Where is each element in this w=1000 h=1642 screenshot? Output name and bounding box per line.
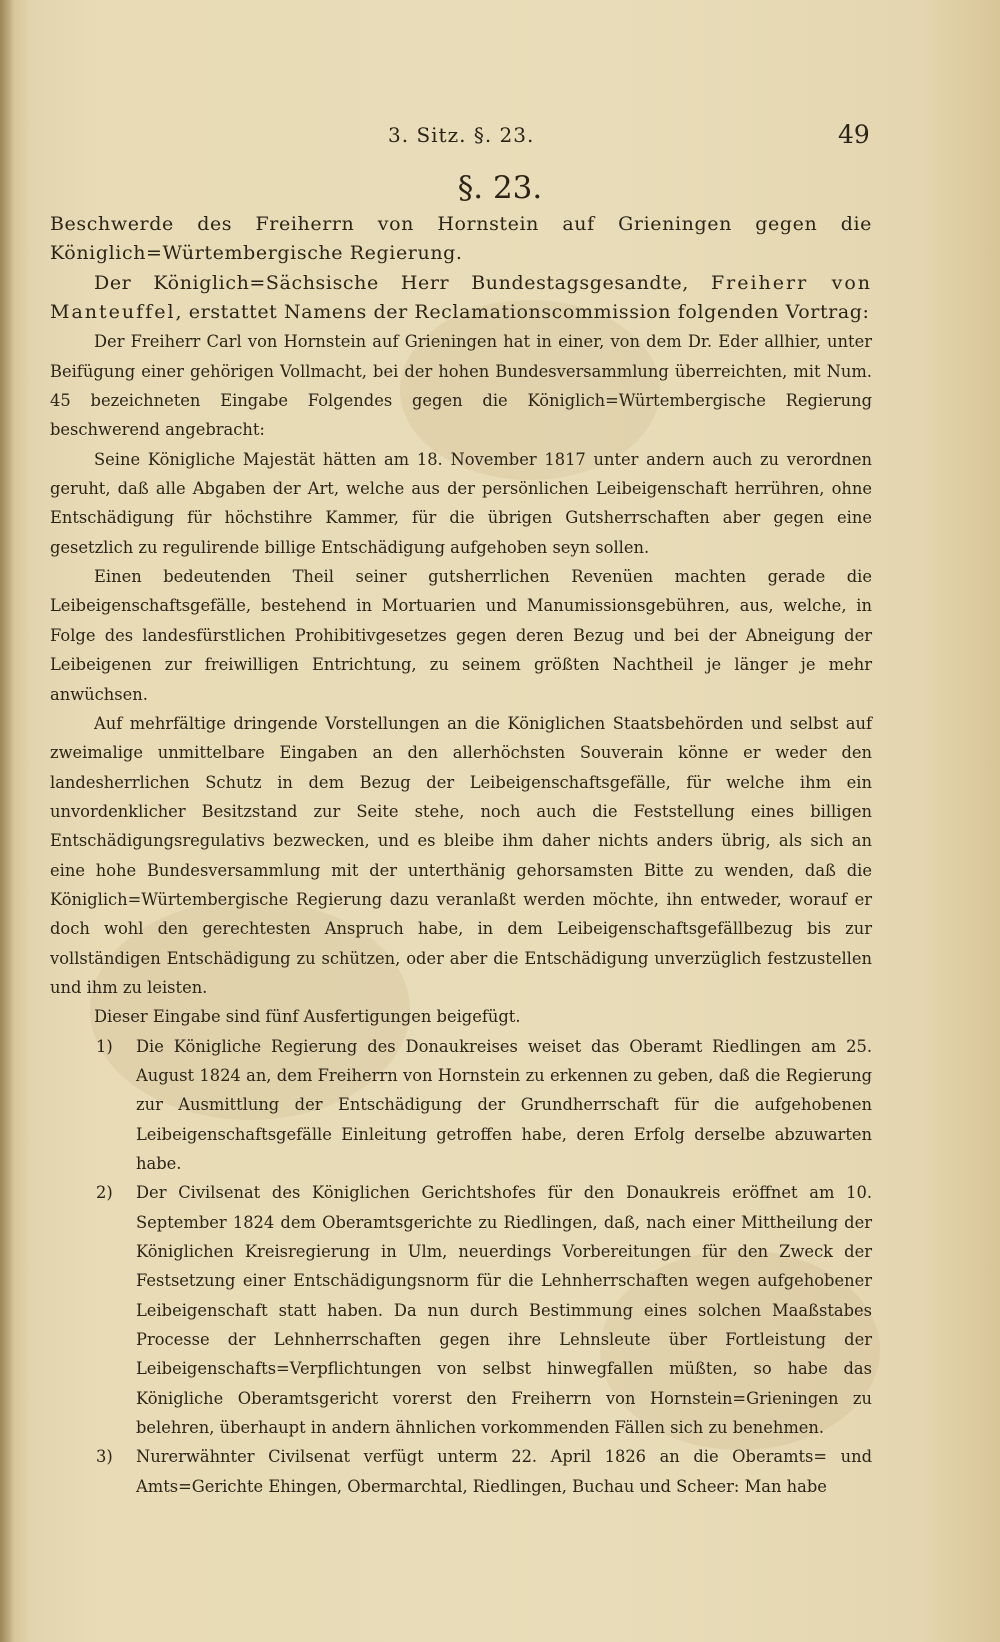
- list-item-number: 1): [96, 1036, 113, 1056]
- list-item: [50, 1032, 872, 1179]
- list-item-number: 3): [96, 1447, 113, 1467]
- paragraph: Dieser Eingabe sind fünf Ausfertigungen beigefügt.: [94, 1007, 521, 1027]
- section-title: §. 23.: [457, 170, 543, 206]
- paragraph: Einen bedeutenden Theil seiner gutsherrlichen Revenüen machten gerade die Leibeigenschaftsgefälle, bestehend in Mortuarien und Manumissionsgebühren, aus, welche, in Folge des landesfürstlichen Prohibitivgesetzes gegen deren Bezug und bei der Abneigung der Leibeigenen zur freiwilligen Entrichtung, zu seinem größten Nachtheil je länger je mehr anwüchsen.: [50, 567, 872, 704]
- section-subtitle: Beschwerde des Freiherrn von Hornstein auf Grieningen gegen die Königlich=Würtembergische Regierung.: [50, 213, 872, 265]
- intro-text-2: , erstattet Namens der Reclamationscommission folgenden Vortrag:: [175, 301, 870, 324]
- list-item: [50, 1178, 872, 1442]
- paragraph: Seine Königliche Majestät hätten am 18. November 1817 unter andern auch zu verordnen geruht, daß alle Abgaben der Art, welche aus der persönlichen Leibeigenschaft herrühren, ohne Entschädigung für höchstihre Kammer, für die übrigen Gutsherrschaften aber gegen eine gesetzlich zu regulirende billige Entschädigung aufgehoben seyn sollen.: [50, 449, 872, 557]
- intro-paragraph: [50, 269, 872, 328]
- intro-text-1: Der Königlich=Sächsische Herr Bundestagsgesandte,: [94, 271, 711, 294]
- enclosure-list: [50, 1032, 872, 1502]
- list-item-text: Die Königliche Regierung des Donaukreises weiset das Oberamt Riedlingen am 25. August 1824 an, dem Freiherrn von Hornstein zu erkennen zu geben, daß die Regierung zur Ausmittlung der Entschädigung der Grundherrschaft für die aufgehobenen Leibeigenschaftsgefälle Einleitung getroffen habe, deren Erfolg derselbe abzuwarten habe.: [136, 1036, 872, 1173]
- list-item-text: Nurerwähnter Civilsenat verfügt unterm 22. April 1826 an die Oberamts= und Amts=Gerichte Ehingen, Obermarchtal, Riedlingen, Buchau und Scheer: Man habe: [136, 1447, 872, 1496]
- running-head: 3. Sitz. §. 23.: [388, 123, 535, 147]
- list-item-text: Der Civilsenat des Königlichen Gerichtshofes für den Donaukreis eröffnet am 10. September 1824 dem Oberamtsgerichte zu Riedlingen, daß, nach einer Mittheilung der Königlichen Kreisregierung in Ulm, neuerdings Vorbereitungen für den Zweck der Festsetzung einer Entschädigungsnorm für die Lehnherrschaften wegen aufgehobener Leibeigenschaft statt haben. Da nun durch Bestimmung eines solchen Maaßstabes Processe der Lehnherrschaften gegen ihre Lehnsleute über Fortleistung der Leibeigenschafts=Verpflichtungen von selbst hinwegfallen müßten, so habe das Königliche Oberamtsgericht vorerst den Freiherrn von Hornstein=Grieningen zu belehren, überhaupt in andern ähnlichen vorkommenden Fällen sich zu benehmen.: [136, 1183, 872, 1438]
- page-number: 49: [838, 120, 870, 149]
- list-item-number: 2): [96, 1183, 113, 1203]
- paragraph: Der Freiherr Carl von Hornstein auf Grieningen hat in einer, von dem Dr. Eder allhier, unter Beifügung einer gehörigen Vollmacht, bei der hohen Bundesversammlung überreichten, mit Num. 45 bezeichneten Eingabe Folgendes gegen die Königlich=Würtembergische Regierung beschwerend angebracht:: [50, 332, 872, 440]
- list-item: [50, 1442, 872, 1501]
- paragraph: Auf mehrfältige dringende Vorstellungen an die Königlichen Staatsbehörden und selbst auf zweimalige unmittelbare Eingaben an den allerhöchsten Souverain könne er weder den landesherrlichen Schutz in dem Bezug der Leibeigenschaftsgefälle, für welche ihm ein unvordenklicher Besitzstand zur Seite stehe, noch auch die Feststellung eines billigen Entschädigungsregulativs bezwecken, und es bleibe ihm daher nichts anders übrig, als sich an eine hohe Bundesversammlung mit der unterthänig gehorsamsten Bitte zu wenden, daß die Königlich=Würtembergische Regierung dazu veranlaßt werden möchte, ihn entweder, worauf er doch wohl den gerechtesten Anspruch habe, in dem Leibeigenschaftsgefällbezug bis zur vollständigen Entschädigung zu schützen, oder aber die Entschädigung unverzüglich festzustellen und ihm zu leisten.: [50, 713, 872, 997]
- speaker-name: Freiherr von Manteuffel: [50, 271, 872, 324]
- document-body: [50, 210, 872, 1501]
